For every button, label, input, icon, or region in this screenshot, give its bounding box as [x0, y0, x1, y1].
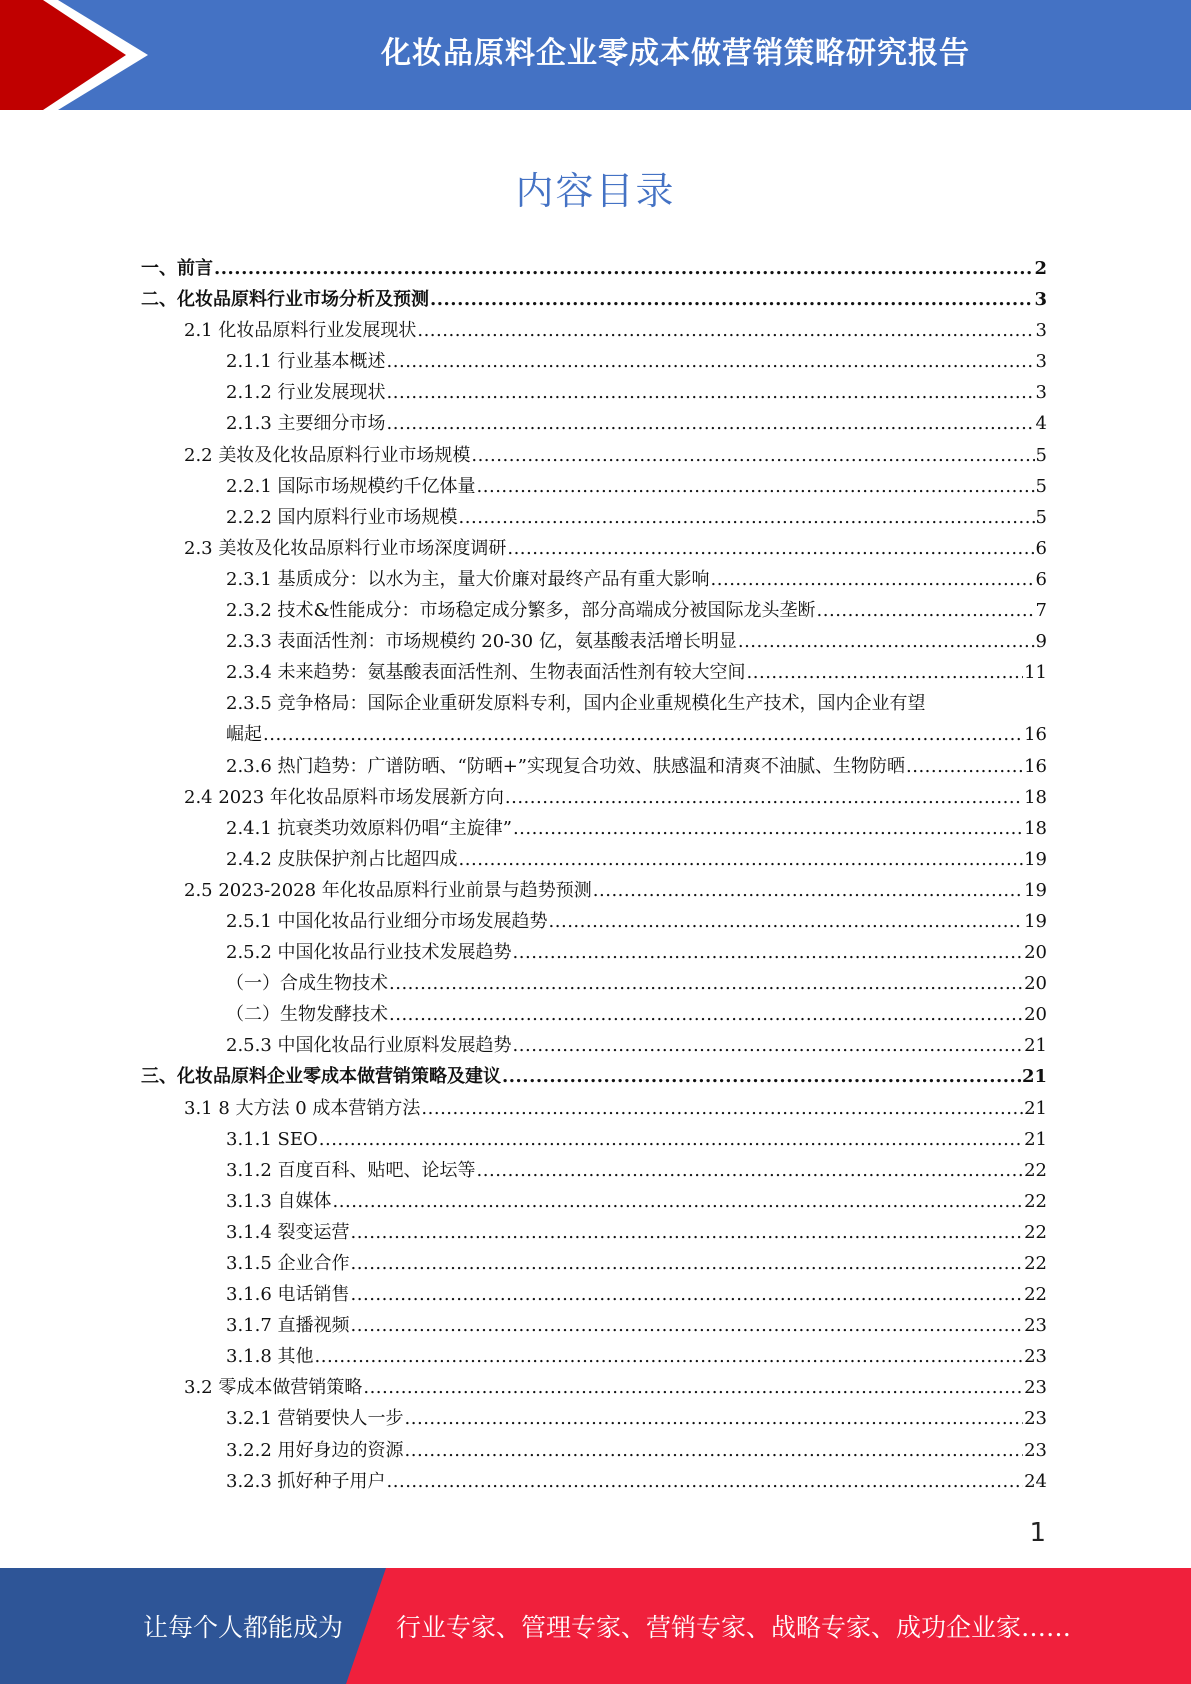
toc-entry[interactable] — [141, 1248, 1047, 1279]
footer-band — [0, 1568, 1191, 1684]
toc-dot-leader — [389, 968, 1023, 999]
toc-entry[interactable] — [141, 626, 1047, 657]
toc-dot-leader — [593, 875, 1023, 906]
toc-dot-leader — [505, 782, 1023, 813]
toc-entry-page: 6 — [1035, 537, 1047, 559]
toc-entry[interactable] — [141, 875, 1047, 906]
toc-entry[interactable] — [141, 1155, 1047, 1186]
toc-entry[interactable] — [141, 906, 1047, 937]
toc-entry-page: 5 — [1035, 506, 1047, 528]
toc-entry-label: 2.5 2023-2028 年化妆品原料行业前景与趋势预测 — [184, 879, 592, 901]
toc-entry-page: 19 — [1024, 848, 1047, 870]
toc-dot-leader — [477, 471, 1035, 502]
toc-dot-leader — [405, 1403, 1024, 1434]
toc-entry-label: 3.1.1 SEO — [226, 1128, 318, 1150]
toc-dot-leader — [471, 440, 1034, 471]
toc-entry-label: 2.5.1 中国化妆品行业细分市场发展趋势 — [226, 910, 548, 932]
toc-entry-page: 23 — [1024, 1439, 1047, 1461]
toc-entry-label: 2.3.6 热门趋势：广谱防晒、“防晒+”实现复合功效、肤感温和清爽不油腻、生物防晒 — [226, 755, 906, 777]
toc-entry-page: 19 — [1024, 879, 1047, 901]
toc-entry-page: 22 — [1024, 1159, 1047, 1181]
toc-entry-label: 3.2 零成本做营销策略 — [184, 1377, 363, 1399]
toc-entry-page: 22 — [1024, 1253, 1047, 1274]
toc-entry-page: 20 — [1024, 1004, 1047, 1026]
toc-entry-page: 20 — [1024, 942, 1047, 964]
toc-entry-page: 20 — [1024, 973, 1047, 995]
toc-heading: 内容目录 — [515, 169, 676, 213]
toc-entry-label: 3.1 8 大方法 0 成本营销方法 — [184, 1097, 421, 1119]
toc-dot-leader — [387, 346, 1035, 377]
toc-entry-page: 6 — [1035, 568, 1047, 590]
toc-entry[interactable] — [141, 253, 1047, 284]
toc-entry-page: 9 — [1035, 631, 1047, 653]
report-title: 化妆品原料企业零成本做营销策略研究报告 — [381, 36, 970, 71]
toc-entry[interactable] — [141, 1435, 1047, 1466]
toc-entry[interactable] — [141, 1372, 1047, 1403]
toc-dot-leader — [430, 284, 1033, 315]
toc-dot-leader — [738, 626, 1035, 657]
toc-dot-leader — [477, 1155, 1024, 1186]
toc-entry-label: 2.1.2 行业发展现状 — [226, 382, 386, 404]
toc-entry-page: 16 — [1024, 724, 1047, 746]
toc-entry[interactable] — [141, 315, 1047, 346]
toc-entry-page: 5 — [1035, 444, 1047, 466]
toc-entry-label: 2.1.1 行业基本概述 — [226, 351, 386, 373]
toc-entry-page: 23 — [1024, 1346, 1047, 1368]
toc-entry-label: 2.2.1 国际市场规模约千亿体量 — [226, 475, 476, 497]
toc-entry[interactable] — [141, 284, 1047, 315]
toc-entry-page: 3 — [1035, 351, 1047, 373]
toc-entry-page: 21 — [1024, 1035, 1047, 1057]
toc-entry-page: 21 — [1024, 1128, 1047, 1150]
toc-dot-leader — [513, 937, 1024, 968]
toc-entry-page: 3 — [1035, 320, 1047, 342]
toc-entry-label: 三、化妆品原料企业零成本做营销策略及建议 — [141, 1066, 501, 1088]
toc-dot-leader — [513, 1030, 1024, 1061]
toc-entry[interactable] — [141, 1341, 1047, 1372]
toc-entry-label: 2.3.4 未来趋势：氨基酸表面活性剂、生物表面活性剂有较大空间 — [226, 662, 746, 684]
toc-entry-label: 3.1.6 电话销售 — [226, 1284, 350, 1306]
toc-dot-leader — [263, 719, 1023, 750]
toc-dot-leader — [906, 751, 1023, 782]
toc-entry-label-continuation: 崛起 — [226, 724, 262, 746]
toc-entry[interactable] — [141, 471, 1047, 502]
toc-entry[interactable] — [141, 408, 1047, 439]
toc-entry[interactable] — [141, 1030, 1047, 1061]
toc-entry-label: 2.2 美妆及化妆品原料行业市场规模 — [184, 444, 471, 466]
toc-dot-leader — [513, 813, 1023, 844]
toc-dot-leader — [817, 595, 1035, 626]
toc-entry-label: 3.1.4 裂变运营 — [226, 1221, 350, 1243]
toc-entry-label: 2.4.1 抗衰类功效原料仍唱“主旋律” — [226, 817, 512, 839]
toc-entry-label: 2.3.2 技术&性能成分：市场稳定成分繁多，部分高端成分被国际龙头垄断 — [226, 600, 816, 622]
footer-slogan-left: 让每个人都能成为 — [143, 1613, 344, 1642]
toc-entry-page: 16 — [1024, 755, 1047, 777]
toc-entry-label: 2.5.3 中国化妆品行业原料发展趋势 — [226, 1035, 512, 1057]
toc-entry-label: 2.4.2 皮肤保护剂占比超四成 — [226, 848, 458, 870]
toc-entry[interactable] — [141, 346, 1047, 377]
toc-dot-leader — [351, 1248, 1024, 1279]
toc-entry-label: 2.5.2 中国化妆品行业技术发展趋势 — [226, 942, 512, 964]
toc-entry[interactable] — [141, 1124, 1047, 1155]
toc-dot-leader — [389, 999, 1023, 1030]
toc-dot-leader — [387, 377, 1035, 408]
toc-dot-leader — [459, 502, 1035, 533]
toc-dot-leader — [333, 1186, 1024, 1217]
toc-entry[interactable] — [141, 440, 1047, 471]
toc-entry[interactable] — [141, 813, 1047, 844]
toc-list — [141, 253, 1047, 1497]
toc-dot-leader — [319, 1124, 1023, 1155]
toc-entry[interactable] — [141, 1403, 1047, 1434]
toc-entry-label: 2.2.2 国内原料行业市场规模 — [226, 506, 458, 528]
footer-slogan-right: 行业专家、管理专家、营销专家、战略专家、成功企业家…… — [396, 1613, 1072, 1642]
toc-entry-label: 3.1.8 其他 — [226, 1346, 314, 1368]
toc-entry[interactable] — [141, 968, 1047, 999]
toc-dot-leader — [214, 253, 1033, 284]
toc-entry[interactable] — [141, 502, 1047, 533]
header-band — [0, 0, 1191, 110]
page-number: 1 — [1029, 1518, 1046, 1548]
toc-entry[interactable] — [141, 688, 1047, 750]
toc-entry-page: 18 — [1024, 817, 1047, 839]
toc-entry-page: 3 — [1034, 289, 1047, 311]
toc-entry-page: 18 — [1024, 786, 1047, 808]
toc-dot-leader — [747, 657, 1024, 688]
toc-dot-leader — [711, 564, 1035, 595]
toc-entry-label: 3.1.5 企业合作 — [226, 1253, 350, 1274]
toc-entry[interactable] — [141, 844, 1047, 875]
toc-entry[interactable] — [141, 937, 1047, 968]
toc-dot-leader — [351, 1217, 1024, 1248]
toc-entry[interactable] — [141, 751, 1047, 782]
toc-dot-leader — [405, 1435, 1024, 1466]
toc-entry-label: 2.3.5 竞争格局：国际企业重研发原料专利，国内企业重规模化生产技术，国内企业有望 — [226, 693, 926, 715]
toc-entry[interactable] — [141, 1217, 1047, 1248]
toc-entry[interactable] — [141, 999, 1047, 1030]
toc-entry-page: 23 — [1024, 1315, 1047, 1337]
toc-entry-page: 24 — [1024, 1470, 1047, 1492]
toc-entry-page: 21 — [1024, 1097, 1047, 1119]
toc-entry-label: 二、化妆品原料行业市场分析及预测 — [141, 289, 429, 311]
toc-dot-leader — [502, 1061, 1021, 1092]
toc-entry-page: 4 — [1035, 413, 1047, 435]
toc-entry-label: 3.2.2 用好身边的资源 — [226, 1439, 404, 1461]
toc-entry[interactable] — [141, 1466, 1047, 1497]
toc-dot-leader — [387, 408, 1035, 439]
toc-entry-page: 3 — [1035, 382, 1047, 404]
toc-entry-label: 3.1.7 直播视频 — [226, 1315, 350, 1337]
toc-entry[interactable] — [141, 1061, 1047, 1092]
toc-entry-page: 21 — [1021, 1066, 1047, 1088]
toc-entry[interactable] — [141, 377, 1047, 408]
toc-entry-page: 7 — [1035, 600, 1047, 622]
toc-entry[interactable] — [141, 533, 1047, 564]
toc-dot-leader — [421, 1093, 1023, 1124]
toc-entry-label: （一）合成生物技术 — [226, 973, 388, 995]
toc-entry[interactable] — [141, 657, 1047, 688]
toc-entry-label: 2.3.1 基质成分：以水为主，量大价廉对最终产品有重大影响 — [226, 568, 710, 590]
toc-entry-label: 3.1.2 百度百科、贴吧、论坛等 — [226, 1159, 476, 1181]
toc-dot-leader — [315, 1341, 1024, 1372]
toc-entry-page: 11 — [1024, 662, 1047, 684]
toc-entry[interactable] — [141, 1093, 1047, 1124]
toc-entry-label: 2.1.3 主要细分市场 — [226, 413, 386, 435]
toc-entry-label: 2.4 2023 年化妆品原料市场发展新方向 — [184, 786, 504, 808]
toc-entry-page: 22 — [1024, 1221, 1047, 1243]
toc-dot-leader — [363, 1372, 1023, 1403]
toc-entry-label: 2.1 化妆品原料行业发展现状 — [184, 320, 417, 342]
toc-entry[interactable] — [141, 1279, 1047, 1310]
toc-entry-label: 3.1.3 自媒体 — [226, 1190, 332, 1212]
toc-entry-label: 2.3.3 表面活性剂：市场规模约 20-30 亿，氨基酸表活增长明显 — [226, 631, 737, 653]
toc-entry-page: 23 — [1024, 1408, 1047, 1430]
toc-dot-leader — [459, 844, 1024, 875]
toc-entry-page: 23 — [1024, 1377, 1047, 1399]
toc-dot-leader — [351, 1310, 1024, 1341]
toc-dot-leader — [417, 315, 1034, 346]
chevron-logo-icon — [0, 0, 160, 110]
toc-entry[interactable] — [141, 564, 1047, 595]
toc-entry-page: 19 — [1024, 910, 1047, 932]
toc-entry-label: 3.2.1 营销要快人一步 — [226, 1408, 404, 1430]
toc-entry-page: 2 — [1034, 258, 1047, 279]
toc-entry[interactable] — [141, 782, 1047, 813]
toc-dot-leader — [507, 533, 1034, 564]
toc-dot-leader — [351, 1279, 1024, 1310]
toc-entry-label: 3.2.3 抓好种子用户 — [226, 1470, 386, 1492]
toc-entry-page: 5 — [1035, 475, 1047, 497]
toc-entry-label: （二）生物发酵技术 — [226, 1004, 388, 1026]
toc-entry-page: 22 — [1024, 1190, 1047, 1212]
toc-entry-label: 一、前言 — [141, 258, 213, 279]
toc-dot-leader — [387, 1466, 1024, 1497]
toc-entry[interactable] — [141, 1186, 1047, 1217]
toc-entry-label: 2.3 美妆及化妆品原料行业市场深度调研 — [184, 537, 507, 559]
toc-dot-leader — [549, 906, 1024, 937]
toc-entry-page: 22 — [1024, 1284, 1047, 1306]
toc-entry[interactable] — [141, 1310, 1047, 1341]
toc-entry[interactable] — [141, 595, 1047, 626]
